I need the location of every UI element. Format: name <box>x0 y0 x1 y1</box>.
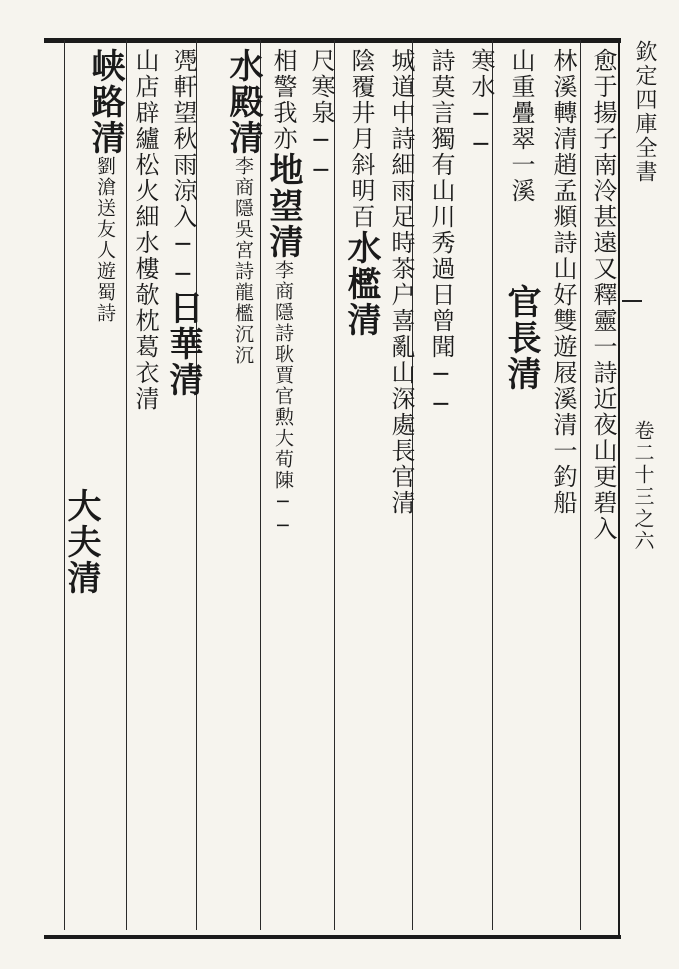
text-column <box>460 48 502 928</box>
text-column <box>300 48 342 928</box>
entry-heading: 大夫清 <box>61 488 101 596</box>
column-text: 山店辟纑松火細水樓欹枕葛衣清 <box>131 48 159 412</box>
column-text: 凴軒望秋雨涼入── <box>169 48 197 290</box>
text-column <box>582 48 624 928</box>
text-column <box>380 48 422 928</box>
column-text: 詩莫言獨有山川秀過日曾聞── <box>427 48 455 420</box>
entry-heading: 日華清 <box>163 290 203 398</box>
column-text: 陰覆井月斜明百 <box>347 48 375 230</box>
text-column <box>124 48 166 928</box>
entry-heading: 官長清 <box>501 284 541 392</box>
column-text: 愈于揚子南泠甚遠又釋靈一詩近夜山更碧入 <box>589 48 617 542</box>
left-margin <box>0 0 44 969</box>
text-column <box>162 48 204 928</box>
margin-divider <box>622 300 642 302</box>
margin-volume: 卷二十三之六 <box>631 420 655 552</box>
column-text: 尺寒泉── <box>307 48 335 186</box>
entry-note: 李商隱詩耿賈官勲大荀陳── <box>272 260 294 539</box>
column-text: 城道中詩細雨足時茶户喜亂山深處長官清 <box>387 48 415 516</box>
text-column <box>542 48 584 928</box>
column-text: 相警我亦 <box>269 48 297 152</box>
text-column <box>340 48 382 928</box>
margin-title: 欽定四庫全書 <box>632 40 657 184</box>
column-text: 寒水── <box>467 48 495 160</box>
text-column <box>500 48 542 928</box>
text-column <box>420 48 462 928</box>
entry-heading: 峡路清 <box>85 48 125 156</box>
column-text: 林溪轉清趙孟頫詩山好雙遊屐溪清一釣船 <box>549 48 577 516</box>
entry-heading: 水殿清 <box>223 48 263 156</box>
text-column <box>262 48 304 928</box>
text-column <box>222 48 264 928</box>
text-column <box>60 48 102 928</box>
entry-note: 李商隱吳宮詩龍檻沉沉 <box>232 156 254 366</box>
entry-heading: 水檻清 <box>341 230 381 338</box>
column-text: 山重疊翠一溪 <box>507 48 535 204</box>
entry-note: 劉滄送友人遊蜀詩 <box>94 156 116 324</box>
entry-heading: 地望清 <box>263 152 303 260</box>
